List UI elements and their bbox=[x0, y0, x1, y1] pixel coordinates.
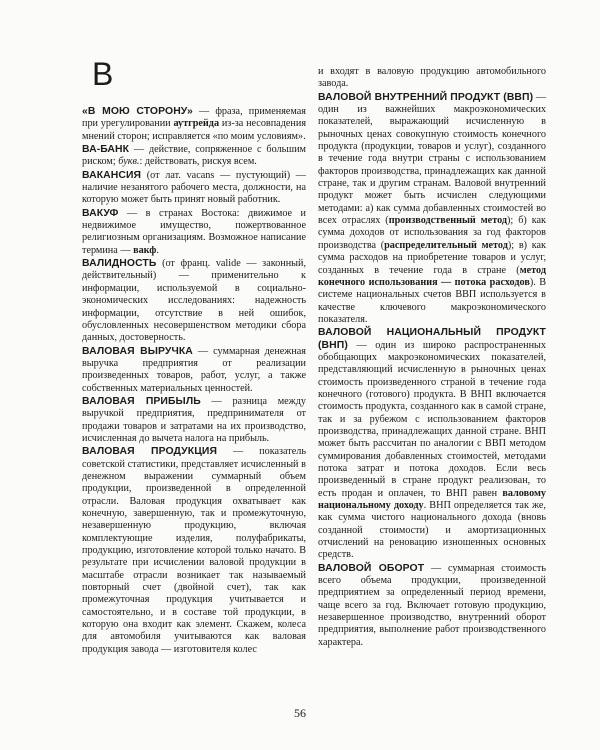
entry-text: . ВНП определяется так же, как сумма чистого национального дохода (вновь созданной стоимости) и амортизационных отчислений на реновацию изношенных основных средств. bbox=[318, 500, 546, 561]
dictionary-entry bbox=[82, 446, 306, 656]
dictionary-entry bbox=[82, 170, 306, 207]
dictionary-entry bbox=[82, 208, 306, 257]
entry-text: — суммарная денежная выручка предприятия от реализации произведенных товаров, работ, услуг, а также собственных материальных ценностей. bbox=[82, 345, 306, 394]
entry-headword: ВАКАНСИЯ bbox=[82, 169, 142, 181]
entry-headword: ВАЛИДНОСТЬ bbox=[82, 258, 157, 270]
entry-headword: ВАКУФ bbox=[82, 207, 119, 219]
entry-text: . bbox=[156, 244, 159, 256]
dictionary-entry bbox=[318, 92, 546, 327]
entry-headword: ВАЛОВАЯ ПРИБЫЛЬ bbox=[82, 395, 201, 407]
entry-text: — разница между выручкой предприятия, предпринимателя от продажи товаров и затратами на их производство, исчисленная до вычета налога на прибыль. bbox=[82, 395, 306, 444]
page-number: 56 bbox=[294, 706, 306, 720]
entry-text: из-за несовпадения мнений сторон; исправляется «по моим условиям». bbox=[82, 118, 307, 142]
italic-abbrev: букв. bbox=[118, 156, 140, 168]
right-entries bbox=[318, 66, 546, 649]
bold-term: вакф bbox=[133, 244, 157, 256]
entry-text: — один из важнейших макроэкономических показателей, выражающий исчисленную в рыночных ценах совокупную стоимость конечного продукта (продукции, товаров и услуг), созданного в течение года внутри страны с использованием факторов производства, принадлежащих как данной стране, так и другим странам. Валовой внутренний продукт может быть исчислен следующими методами: а) как сумма добавленных стоимостей во всех отраслях ( bbox=[318, 91, 547, 227]
entry-headword: «В МОЮ СТОРОНУ» bbox=[82, 106, 193, 117]
entry-text: (от франц. valide — законный, действительный) — применительно к информации, используемой в социально-экономических исследованиях: надежность информации, отсутствие в ней ошибок, обусловленных несовершенством методики сбора данных, достоверность. bbox=[82, 258, 306, 344]
right-column bbox=[318, 66, 546, 650]
section-letter: В bbox=[92, 56, 114, 92]
bold-term: производственный метод bbox=[388, 215, 508, 227]
entry-text: — один из широко распространенных обобщающих макроэкономических показателей, представляющий исчисленную в рыночных ценах стоимость произведенного страной в течение года конечного (готового) продукта. В ВНП включается стоимость продукта, созданного как в самой стране, так и за рубежом с использованием факторов производства, принадлежащих данной стране. ВНП может быть рассчитан по аналогии с ВВП методом суммирования добавленных стоимостей, методами потока затрат и потока доходов. Если весь произведенный в стране продукт реализован, то есть продан и оплачен, то ВНП равен bbox=[318, 339, 546, 499]
entry-text: : действовать, рискуя всем. bbox=[139, 156, 257, 168]
entry-text: (от лат. vacans — пустующий) — наличие незанятого рабочего места, должности, на которую может быть принят новый работник. bbox=[82, 169, 306, 206]
bold-term: валовому национальному доходу bbox=[318, 487, 546, 512]
left-column bbox=[82, 54, 306, 657]
dictionary-entry bbox=[82, 144, 306, 169]
entry-headword: ВА-БАНК bbox=[82, 144, 130, 156]
dictionary-entry bbox=[82, 396, 306, 445]
dictionary-entry bbox=[82, 258, 306, 344]
entry-text: — в странах Востока: движимое и недвижимое имущество, пожертвованное религиозным организациям. Возможное написание термина — bbox=[82, 207, 306, 256]
dictionary-entry bbox=[318, 66, 546, 91]
bold-term: аутгрейда bbox=[173, 118, 220, 130]
entry-text: — действие, сопряженное с большим риском; bbox=[82, 144, 306, 168]
dictionary-entry bbox=[82, 106, 306, 143]
bold-term: распределительный метод bbox=[384, 239, 508, 251]
entry-headword: ВАЛОВАЯ ВЫРУЧКА bbox=[82, 345, 193, 357]
entry-headword: ВАЛОВОЙ ОБОРОТ bbox=[318, 562, 425, 574]
entry-text: ). В системе национальных счетов ВВП используется в качестве ключевого макроэкономического показателя. bbox=[318, 276, 547, 325]
dictionary-entry bbox=[318, 327, 546, 562]
dictionary-entry bbox=[318, 563, 546, 649]
left-entries bbox=[82, 106, 306, 656]
entry-text: ); б) как сумма доходов от использования за год факторов производства ( bbox=[318, 215, 546, 251]
entry-text: — показатель советской статистики, представляет исчисленный в денежном выражении суммарный объем продукции, произведенной в определенной отрасли. Валовая продукция охватывает как конечную, завершенную, так и промежуточную, незавершенную продукцию, включая комплектующие изделия, полуфабрикаты, продукцию, изготовление которой только начато. В результате при исчислении валовой продукции в масштабе отрасли возникает так называемый повторный счет (двойной счет), так как промежуточная продукция учитывается и самостоятельно, и в составе той продукции, в которую она входит как элемент. Скажем, колеса для автомобиля учитываются как валовая продукция завода — изготовителя колес bbox=[82, 446, 306, 655]
entry-headword: ВАЛОВАЯ ПРОДУКЦИЯ bbox=[82, 446, 218, 458]
dictionary-entry bbox=[82, 346, 306, 395]
entry-text: ); в) как сумма расходов на приобретение товаров и услуг, созданных в течение года в стране ( bbox=[318, 239, 546, 276]
entry-headword: ВАЛОВОЙ ВНУТРЕННИЙ ПРОДУКТ (ВВП) bbox=[318, 91, 534, 103]
entry-text: — фраза, применяемая при урегулировании bbox=[82, 106, 306, 130]
entry-text: — суммарная стоимость всего объема продукции, произведенной предприятием за определенный период времени, чаще всего за год. Включает готовую продукцию, незавершенное производство, внутренний оборот предприятия, выполнение работ производственного характера. bbox=[318, 562, 546, 648]
entry-text: и входят в валовую продукцию автомобильного завода. bbox=[318, 66, 546, 90]
bold-term: метод конечного использования — потока расходов bbox=[318, 264, 546, 288]
entry-headword: ВАЛОВОЙ НАЦИОНАЛЬНЫЙ ПРОДУКТ (ВНП) bbox=[318, 327, 546, 351]
